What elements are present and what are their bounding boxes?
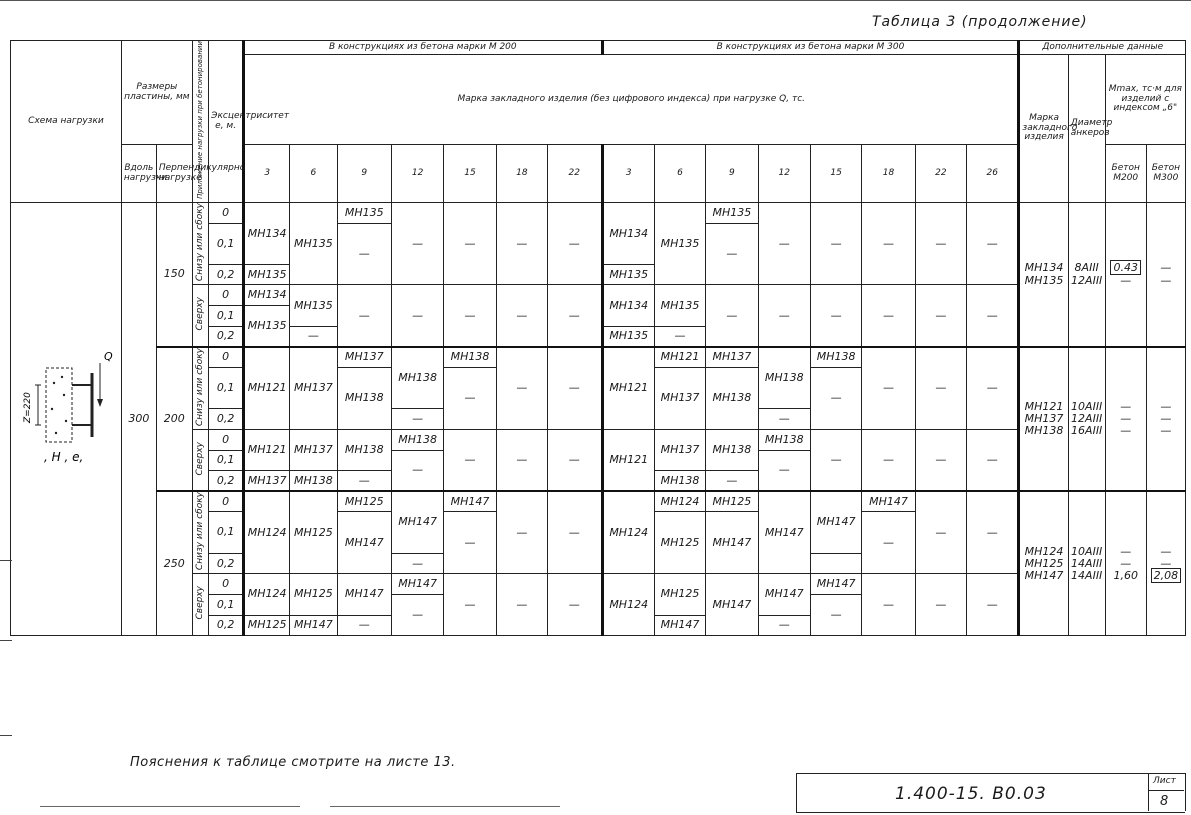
q200-12: 12 [391, 145, 443, 203]
height-250: 250 [156, 491, 192, 635]
extra-brand-200: МН121 МН137 МН138 [1019, 347, 1068, 491]
table-row: 200 Снизу или сбоку 0 МН121 МН137 МН137 МН138 МН138 — — МН121 МН121 МН137 МН138 МН138 — — — МН121 МН137 МН138 10AIII 12AIII 16AIII — — — — — — [11, 347, 1186, 368]
q300-15: 15 [810, 145, 861, 203]
extra-brand-250: МН124 МН125 МН147 [1019, 491, 1068, 635]
sheet-number: 8 [1160, 794, 1169, 809]
q300-22: 22 [915, 145, 966, 203]
q300-26: 26 [967, 145, 1019, 203]
extra-b200-150: 0.43 — [1105, 203, 1146, 347]
header-row-1 [11, 41, 1186, 55]
loadpos-above: Сверху [192, 429, 208, 491]
sheet-label: Лист [1153, 776, 1176, 786]
height-200: 200 [156, 347, 192, 491]
col-m200-header: В конструкциях из бетона марки М 200 [244, 41, 602, 55]
table-row: 250 Снизу или сбоку 0 МН124 МН125 МН125 МН147 МН147 — — МН124 МН124 МН125 МН147 МН147 МН147 — — МН124 МН125 МН147 10AIII 14AIII 14AIII — — 1,60 — — 2,08 [11, 491, 1186, 512]
loadpos-below: Снизу или сбоку [192, 491, 208, 574]
table-row: 0,1 МН147 — МН125 МН147 — [11, 512, 1186, 553]
table-caption: Таблица 3 (продолжение) [872, 14, 1088, 30]
embedded-items-table [10, 40, 1186, 636]
schema-he-label: , H , e, [43, 449, 84, 464]
bottom-trim-line [40, 806, 300, 807]
q300-3: 3 [602, 145, 654, 203]
col-extra-brand-header: Марка закладного изделия [1019, 55, 1068, 203]
footnote: Пояснения к таблице смотрите на листе 13. [130, 755, 456, 770]
q300-6: 6 [654, 145, 705, 203]
bottom-trim-line [330, 806, 560, 807]
sheet-box-divider [1148, 790, 1184, 791]
col-ecc-header: Эксцентриситет e, м. [209, 41, 244, 203]
col-extra-mmax-header: Mmax, тс·м для изделий с индексом „6" [1105, 55, 1185, 145]
table-row: Сверху 0 МН124 МН125 МН147 МН147 — — — МН124 МН125 МН147 МН147 МН147 — — — [11, 574, 1186, 595]
col-b300-header: Бетон М300 [1146, 145, 1185, 203]
table-row: 0,1 — — [11, 594, 1186, 615]
q200-6: 6 [290, 145, 337, 203]
extra-b200-200: — — — [1105, 347, 1146, 491]
table-row: 0,2 МН135 МН135 [11, 264, 1186, 285]
col-perp-header: Перпендикулярно нагрузке [156, 145, 192, 203]
q200-18: 18 [496, 145, 547, 203]
table-row: 0,2 — [11, 553, 1186, 574]
col-m300-header: В конструкциях из бетона марки М 300 [602, 41, 1019, 55]
loadpos-above: Сверху [192, 285, 208, 347]
margin-tick [0, 640, 12, 641]
col-schema-header: Схема нагрузки [11, 41, 122, 203]
extra-diam-200: 10AIII 12AIII 16AIII [1068, 347, 1105, 491]
col-extra-diam-header: Диаметр анкеров [1068, 55, 1105, 203]
load-schema-drawing [16, 343, 116, 493]
width-300: 300 [121, 203, 156, 636]
q200-3: 3 [244, 145, 290, 203]
schema-z-label: Z=220 [22, 391, 33, 423]
q200-9: 9 [337, 145, 391, 203]
sheet-top-border [0, 0, 1191, 1]
q200-15: 15 [444, 145, 496, 203]
col-brand-line-header: Марка закладного изделия (без цифрового индекса) при нагрузке Q, тс. [244, 55, 1019, 145]
table-row: Сверху 0 МН134 МН135 — — — — — МН134 МН135 — — — — — — [11, 285, 1186, 306]
loadpos-below: Снизу или сбоку [192, 203, 208, 285]
height-150: 150 [156, 203, 192, 347]
table-row: 0,1 МН138 — МН137 МН138 — [11, 367, 1186, 408]
table-row: 0,1 — — [11, 450, 1186, 471]
table-row: Сверху 0 МН121 МН137 МН138 МН138 — — — МН121 МН137 МН138 МН138 — — — — [11, 429, 1186, 450]
q300-9: 9 [706, 145, 758, 203]
q200-22: 22 [548, 145, 603, 203]
extra-b300-200: — — — [1146, 347, 1185, 491]
extra-b300-250: — — 2,08 [1146, 491, 1185, 635]
extra-brand-150: МН134 МН135 [1019, 203, 1068, 347]
extra-b300-150: — — [1146, 203, 1185, 347]
col-b200-header: Бетон М200 [1105, 145, 1146, 203]
extra-b200-250: — — 1,60 [1105, 491, 1146, 635]
schema-q-label: Q [103, 349, 113, 363]
col-loadpos-header: Приложение нагрузки при бетонировании [192, 41, 208, 203]
table-row: 0,2 — МН135 — [11, 326, 1186, 347]
table-row: 0,2 МН125 МН147 — МН147 — [11, 615, 1186, 636]
table-row: 0,2 МН137 МН138 — МН138 — [11, 471, 1186, 492]
loadpos-below: Снизу или сбоку [192, 347, 208, 430]
document-code: 1.400-15. В0.03 [895, 784, 1047, 804]
table-row: 0,1 МН135 [11, 306, 1186, 327]
margin-tick [0, 735, 12, 736]
col-extra-header: Дополнительные данные [1019, 41, 1186, 55]
table-row: 0,1 — — [11, 223, 1186, 264]
table-row: 0,2 — — [11, 409, 1186, 430]
margin-tick [0, 560, 12, 561]
extra-diam-150: 8AIII 12AIII [1068, 203, 1105, 347]
loadpos-above: Сверху [192, 574, 208, 636]
header-row-3 [11, 145, 1186, 203]
q300-12: 12 [758, 145, 810, 203]
col-sizes-header: Размеры пластины, мм [121, 41, 192, 145]
extra-diam-250: 10AIII 14AIII 14AIII [1068, 491, 1105, 635]
col-along-header: Вдоль нагрузки [121, 145, 156, 203]
schema-cell [11, 203, 122, 636]
table-row: Q Z=220 , H , e, 300 150 Снизу или сбоку 0 МН134 МН135 МН135 — — — — МН134 МН135 МН135 — — — — — МН134 МН135 8AIII 12AIII 0.43 — — — [11, 203, 1186, 224]
q300-18: 18 [862, 145, 915, 203]
